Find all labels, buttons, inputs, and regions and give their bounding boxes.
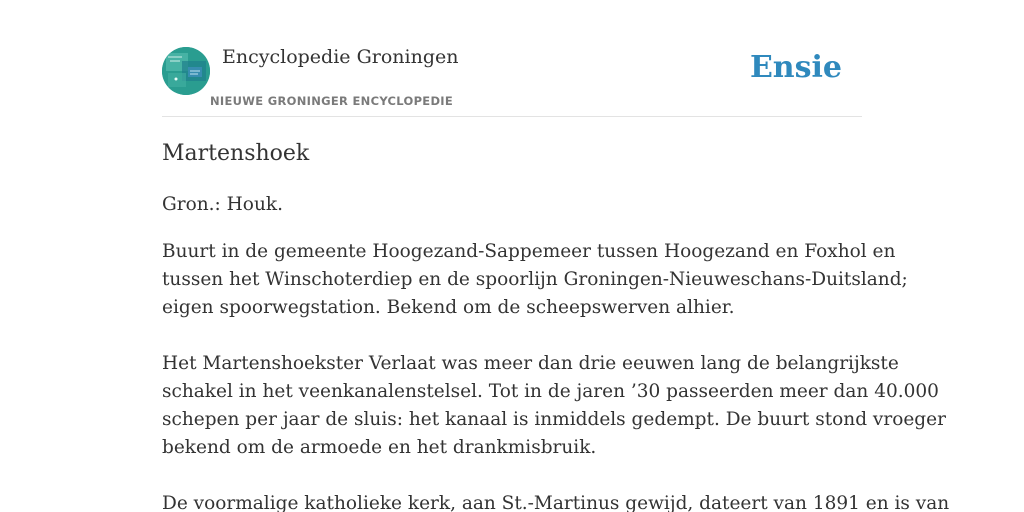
article-title: Martenshoek <box>162 141 310 166</box>
paragraph-line: bekend om de armoede en het drankmisbruik. <box>162 437 597 458</box>
paragraph-line: Het Martenshoekster Verlaat was meer dan drie eeuwen lang de belangrijkste <box>162 353 899 374</box>
article-body <box>162 138 950 512</box>
site-subtitle: NIEUWE GRONINGER ENCYCLOPEDIE <box>210 94 454 108</box>
article-paragraph <box>162 350 946 462</box>
brand-logo[interactable]: Ensie <box>749 50 842 85</box>
paragraph-line: De voormalige katholieke kerk, aan St.-Martinus gewijd, dateert van 1891 en is van <box>162 493 950 512</box>
site-title[interactable]: Encyclopedie Groningen <box>222 46 459 68</box>
paragraph-line: schakel in het veenkanalenstelsel. Tot in de jaren ’30 passeerden meer dan 40.000 <box>162 381 939 402</box>
article-paragraph <box>162 490 950 512</box>
map-thumbnail-icon <box>162 47 210 95</box>
paragraph-line: tussen het Winschoterdiep en de spoorlijn Groningen-Nieuweschans-Duitsland; <box>162 269 908 290</box>
site-header <box>162 0 862 117</box>
article-gron-name: Gron.: Houk. <box>162 194 283 215</box>
encyclopedia-avatar[interactable] <box>162 47 210 95</box>
article-paragraph <box>162 238 908 322</box>
paragraph-line: Buurt in de gemeente Hoogezand-Sappemeer tussen Hoogezand en Foxhol en <box>162 241 896 262</box>
paragraph-line: eigen spoorwegstation. Bekend om de scheepswerven alhier. <box>162 297 735 318</box>
paragraph-line: schepen per jaar de sluis: het kanaal is inmiddels gedempt. De buurt stond vroeger <box>162 409 946 430</box>
